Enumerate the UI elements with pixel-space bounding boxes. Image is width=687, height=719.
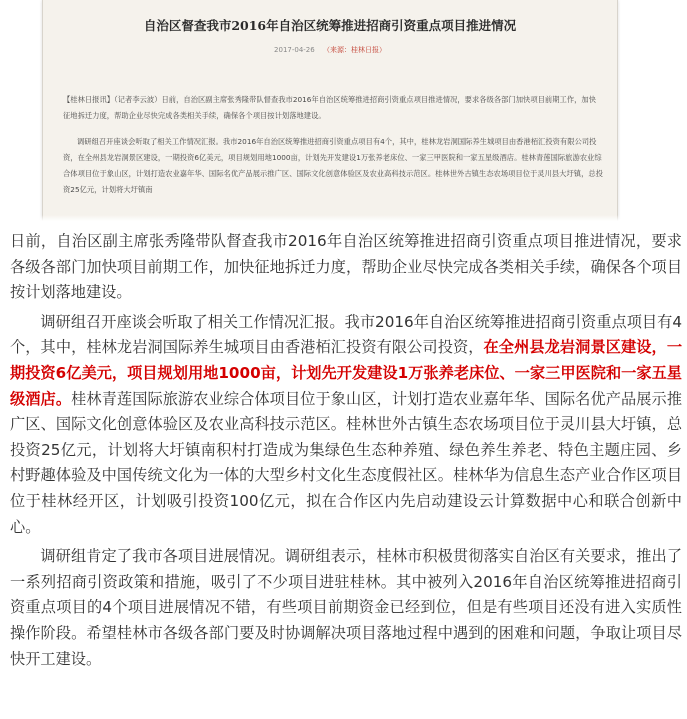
photo-paragraph: 调研组召开座谈会听取了相关工作情况汇报。我市2016年自治区统筹推进招商引资重点项目有4个，其中，桂林龙岩洞国际养生城项目由香港栢汇投资有限公司投资，在全州县龙岩洞景区建设，一期投资6亿美元，项目规划用地1000亩，计划先开发建设1万张养老床位、一家三甲医院和一家五星级酒店。桂林青莲国际旅游农业综合体项目位于象山区，计划打造农业嘉年华、国际名优产品展示推广区、国际文化创意体验区及农业高科技示范区。桂林世外古镇生态农场项目位于灵川县大圩镇，总投资25亿元，计划将大圩镇南 [63, 137, 603, 194]
photo-paragraph: 【桂林日报讯】（记者李云波）日前，自治区副主席张秀隆带队督查我市2016年自治区统筹推进招商引资重点项目推进情况，要求各级各部门加快项目前期工作，加快征地拆迁力度，帮助企业尽快完成各类相关手续，确保各个项目按计划落地建设。 [63, 95, 596, 120]
article-photo [0, 0, 687, 221]
article-body [10, 229, 682, 676]
article-paragraph-2 [10, 310, 682, 540]
paragraph-2-text-a: 调研组召开座谈会听取了相关工作情况汇报。我市2016年自治区统筹推进招商引资重点项目有4个，其中，桂林龙岩洞国际养生城项目由香港栢汇投资有限公司投资， [10, 312, 682, 357]
photo-date: 2017-04-26 [274, 46, 315, 54]
photo-body [63, 92, 603, 208]
highlighted-text: 在全州县龙岩洞景区建设，一期投资6亿美元，项目规划用地1000亩，计划先开发建设1万张养老床位、一家三甲医院和一家五星级酒店。 [10, 338, 683, 408]
photo-paper [42, 0, 618, 221]
article-paragraph-3: 调研组肯定了我市各项目进展情况。调研组表示，桂林市积极贯彻落实自治区有关要求，推出了一系列招商引资政策和措施，吸引了不少项目进驻桂林。其中被列入2016年自治区统筹推进招商引资重点项目的4个项目进展情况不错，有些项目前期资金已经到位，但是有些项目还没有进入实质性操作阶段。希望桂林市各级各部门要及时协调解决项目落地过程中遇到的困难和问题，争取让项目尽快开工建设。 [10, 547, 682, 668]
photo-fade [0, 215, 687, 221]
photo-source: （来源：桂林日报） [322, 46, 386, 54]
paragraph-2-text-b: 桂林青莲国际旅游农业综合体项目位于象山区，计划打造农业嘉年华、国际名优产品展示推广区、国际文化创意体验区及农业高科技示范区。桂林世外古镇生态农场项目位于灵川县大圩镇，总投资25亿元，计划将大圩镇南积村打造成为集绿色生态种养殖、绿色养生养老、特色主题庄园、乡村野趣体验及中国传统文化为一体的大型乡村文化生态度假社区。桂林华为信息生态产业合作区项目位于桂林经开区，计划吸引投资100亿元，拟在合作区内先启动建设云计算数据中心和联合创新中心。 [10, 389, 683, 536]
article-paragraph-1: 日前，自治区副主席张秀隆带队督查我市2016年自治区统筹推进招商引资重点项目推进情况，要求各级各部门加快项目前期工作，加快征地拆迁力度，帮助企业尽快完成各类相关手续，确保各个项目按计划落地建设。 [10, 232, 682, 302]
photo-title: 自治区督查我市2016年自治区统筹推进招商引资重点项目推进情况 [143, 18, 517, 33]
photo-meta [43, 45, 617, 55]
